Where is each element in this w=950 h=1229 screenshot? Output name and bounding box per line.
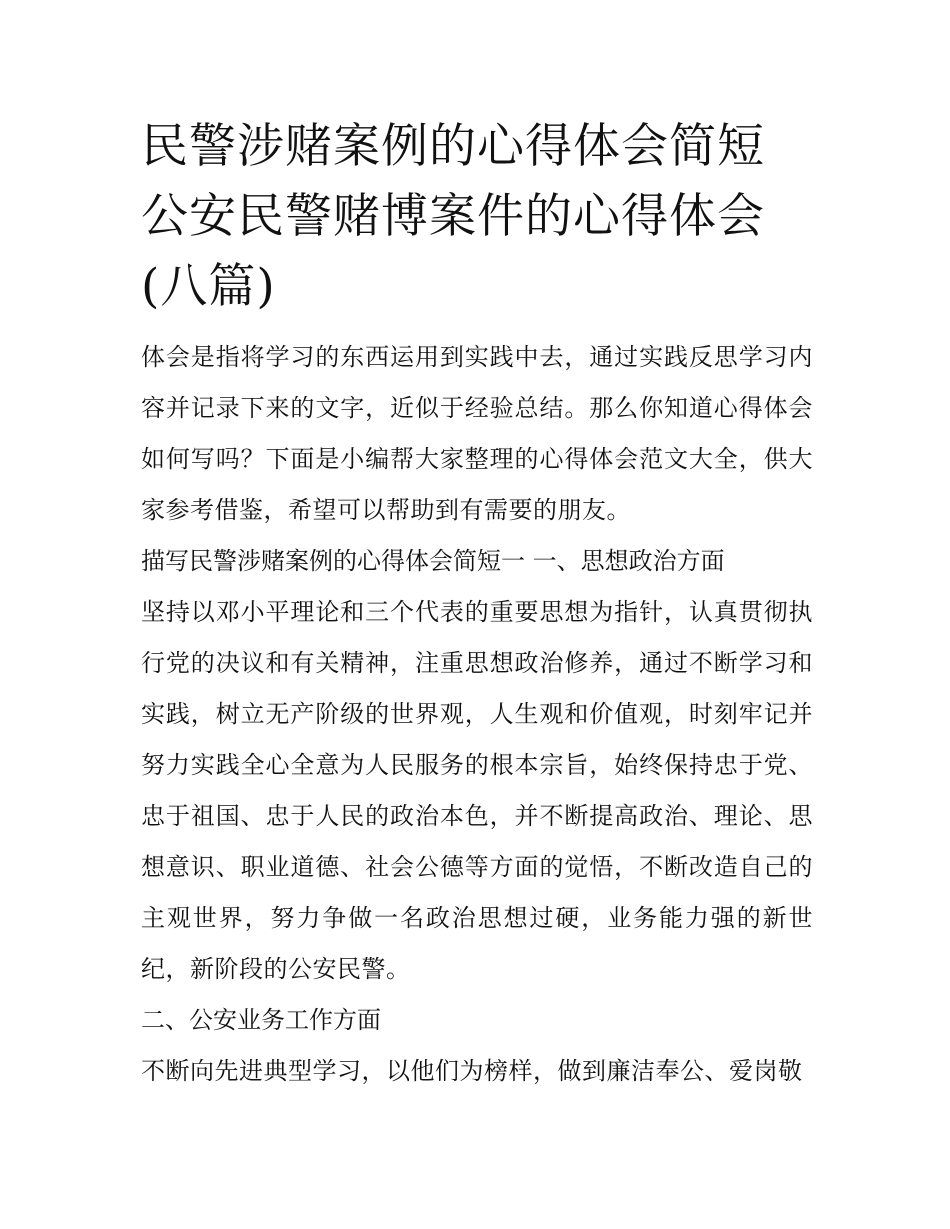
title-line-1: 民警涉赌案例的心得体会简短	[141, 119, 765, 174]
title-line-3: (八篇)	[141, 259, 276, 314]
title-line-2: 公安民警赌博案件的心得体会	[141, 189, 765, 244]
section-1-heading: 描写民警涉赌案例的心得体会简短一 一、思想政治方面	[141, 547, 725, 575]
section-2-paragraph: 不断向先进典型学习，以他们为榜样，做到廉洁奉公、爱岗敬	[141, 1057, 803, 1085]
section-2-heading: 二、公安业务工作方面	[141, 1006, 381, 1034]
intro-paragraph: 体会是指将学习的东西运用到实践中去，通过实践反思学习内容并记录下来的文字，近似于经验总结。那么你知道心得体会如何写吗？下面是小编帮大家整理的心得体会范文大全，供大家参考借鉴，希望可以帮助到有需要的朋友。	[141, 343, 813, 524]
document-title	[141, 112, 813, 322]
section-1-paragraph: 坚持以邓小平理论和三个代表的重要思想为指针，认真贯彻执行党的决议和有关精神，注重思想政治修养，通过不断学习和实践，树立无产阶级的世界观，人生观和价值观，时刻牢记并努力实践全心全意为人民服务的根本宗旨，始终保持忠于党、忠于祖国、忠于人民的政治本色，并不断提高政治、理论、思想意识、职业道德、社会公德等方面的觉悟，不断改造自己的主观世界，努力争做一名政治思想过硬，业务能力强的新世纪，新阶段的公安民警。	[141, 598, 813, 983]
document-content	[141, 112, 813, 1097]
